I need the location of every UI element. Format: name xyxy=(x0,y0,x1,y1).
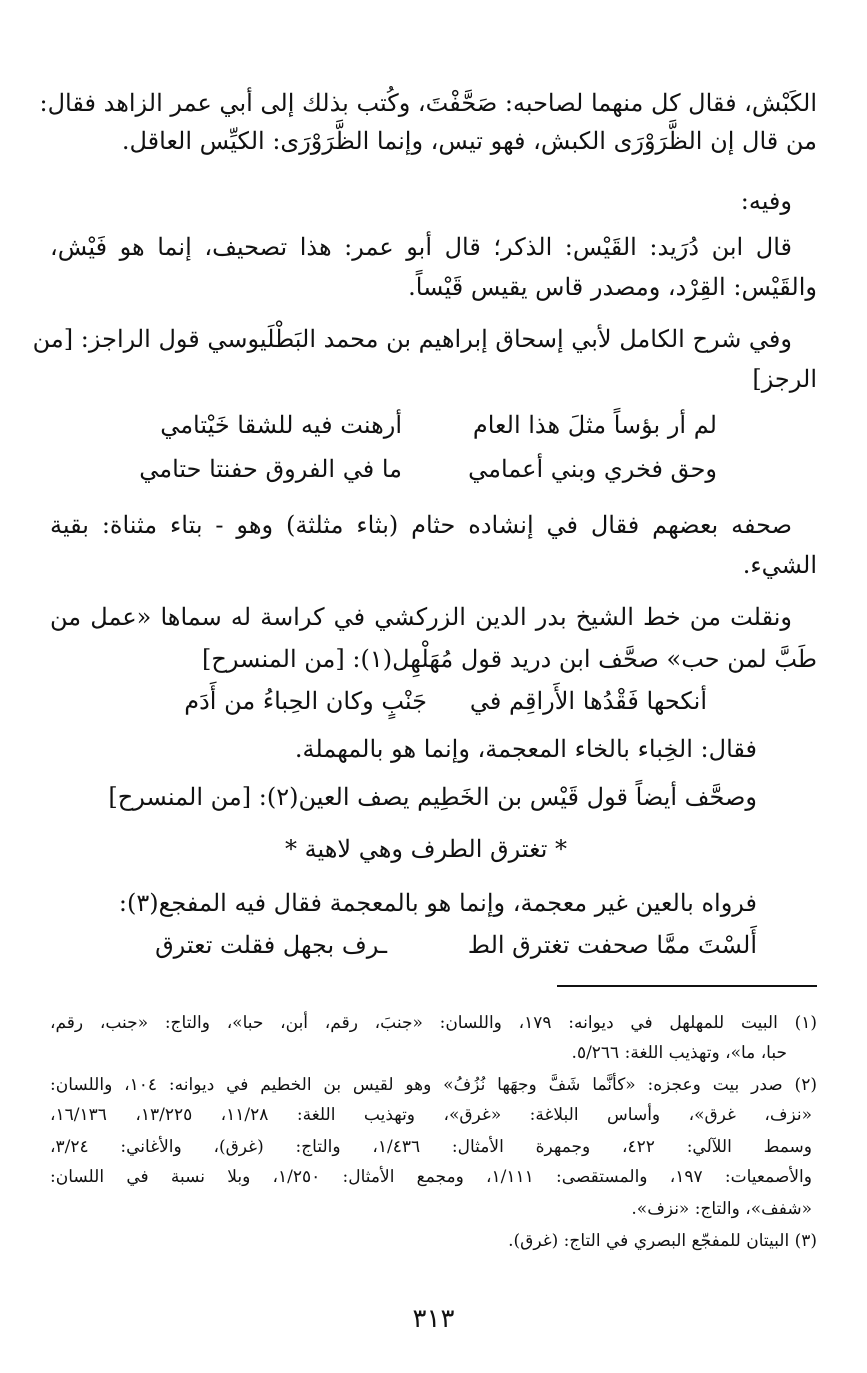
verse-second-hemistich: جَنْبٍ وكان الحِباءُ من أَدَم xyxy=(184,687,427,715)
body-line: قال ابن دُرَيد: القَيْس: الذكر؛ قال أبو عمر: هذا تصحيف، إنما هو فَيْش، xyxy=(50,233,792,261)
footnote-line: (١) البيت للمهلهل في ديوانه: ١٧٩، واللسان: «جنبَ، رقم، أبن، حبا»، والتاج: «جنب، رقم، xyxy=(50,1013,817,1033)
half-verse: * تغترق الطرف وهي لاهية * xyxy=(285,835,567,863)
page-number: ٣١٣ xyxy=(412,1304,455,1334)
body-line: ونقلت من خط الشيخ بدر الدين الزركشي في كراسة له سماها «عمل من xyxy=(50,603,792,631)
footnote-line: «شفف»، والتاج: «نزف». xyxy=(631,1199,812,1219)
footnote-line: «نزف، غرق»، وأساس البلاغة: «غرق»، وتهذيب اللغة: ١١/٢٨، ١٣/٢٢٥، ١٦/١٣٦، xyxy=(50,1105,812,1125)
verse-second-hemistich: أرهنت فيه للشقا خَيْتامي xyxy=(160,411,402,439)
footnote-line: (٣) البيتان للمفجّع البصري في التاج: (غرق). xyxy=(508,1231,817,1251)
body-line: صحفه بعضهم فقال في إنشاده حثام (بثاء مثلثة) وهو - بتاء مثناة: بقية xyxy=(50,511,792,539)
body-line: الرجز] xyxy=(752,365,817,393)
body-line: فقال: الخِباء بالخاء المعجمة، وإنما هو بالمهملة. xyxy=(294,735,757,763)
verse-first-hemistich: أَلسْتَ ممَّا صحفت تغترق الط xyxy=(467,931,757,959)
body-line: وفي شرح الكامل لأبي إسحاق إبراهيم بن محمد البَطْلَيوسي قول الراجز: [من xyxy=(32,325,792,353)
verse-second-hemistich: ما في الفروق حفنتا حتامي xyxy=(139,455,402,483)
verse-first-hemistich: لم أر بؤساً مثلَ هذا العام xyxy=(472,411,717,439)
body-line: من قال إن الظَّرَوْرَى الكبش، فهو تيس، وإنما الظَّرَوْرَى: الكيِّس العاقل. xyxy=(121,127,817,155)
footnote-separator xyxy=(557,985,817,987)
body-line: الشيء. xyxy=(742,551,817,579)
verse-first-hemistich: وحق فخري وبني أعمامي xyxy=(468,455,717,483)
footnote-line: حبا، ما»، وتهذيب اللغة: ٥/٢٦٦. xyxy=(571,1043,787,1063)
footnote-line: والأصمعيات: ١٩٧، والمستقصى: ١/١١١، ومجمع الأمثال: ١/٢٥٠، وبلا نسبة في اللسان: xyxy=(50,1167,812,1187)
body-line: فرواه بالعين غير معجمة، وإنما هو بالمعجمة فقال فيه المفجع(٣): xyxy=(118,889,757,917)
footnote-line: وسمط اللآلي: ٤٢٢، وجمهرة الأمثال: ١/٤٣٦، والتاج: (غرق)، والأغاني: ٣/٢٤، xyxy=(50,1137,813,1157)
body-line: الكَبْش، فقال كل منهما لصاحبه: صَحَّفْتَ، وكُتب بذلك إلى أبي عمر الزاهد فقال: xyxy=(39,89,817,117)
verse-first-hemistich: أنكحها فَقْدُها الأَراقِم في xyxy=(469,687,707,715)
body-line: والقَيْس: القِرْد، ومصدر قاس يقيس قَيْساً. xyxy=(408,273,817,301)
body-line: وفيه: xyxy=(740,187,792,215)
body-line: طَبَّ لمن حب» صحَّف ابن دريد قول مُهَلْهِل(١): [من المنسرح] xyxy=(202,645,817,673)
footnote-line: (٢) صدر بيت وعجزه: «كأنَّما شَفَّ وجهَها نُزُفُ» وهو لقيس بن الخطيم في ديوانه: ١٠٤، واللسان: xyxy=(50,1075,817,1095)
body-line: وصحَّف أيضاً قول قَيْس بن الخَطِيم يصف العين(٢): [من المنسرح] xyxy=(108,783,757,811)
verse-second-hemistich: ـرف بجهل فقلت تعترق xyxy=(155,931,387,959)
